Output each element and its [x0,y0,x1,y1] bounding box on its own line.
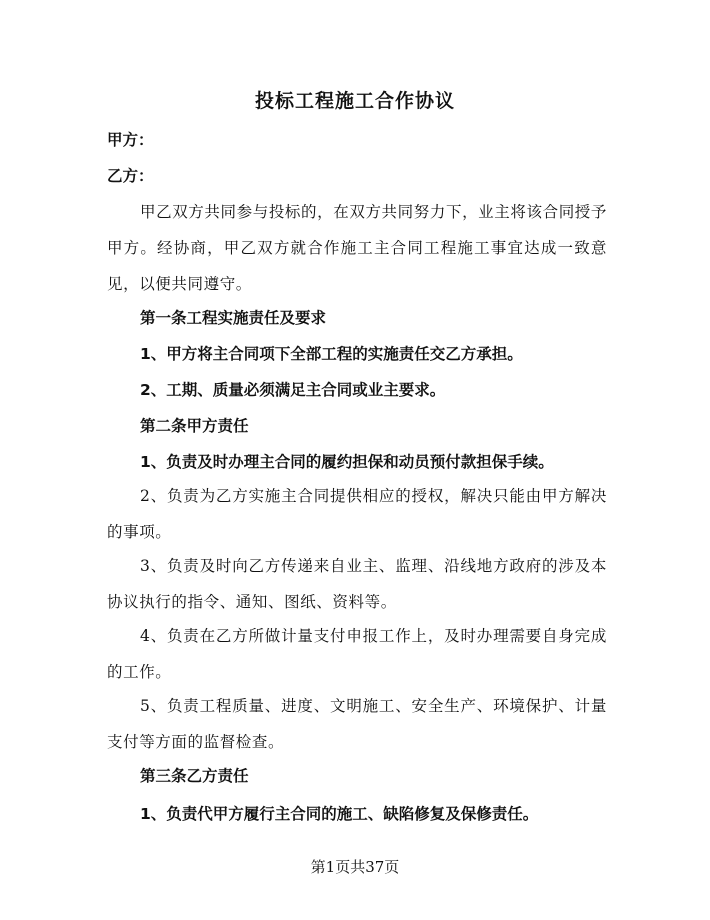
article2-item: 5、负责工程质量、进度、文明施工、安全生产、环境保护、计量支付等方面的监督检查。 [107,697,607,751]
article2-heading: 第二条甲方责任 [140,417,249,435]
article2-item: 4、负责在乙方所做计量支付申报工作上，及时办理需要自身完成的工作。 [107,627,607,681]
party-b-label: 乙方： [107,167,154,185]
article2-item: 2、负责为乙方实施主合同提供相应的授权，解决只能由甲方解决的事项。 [107,487,607,541]
article3-heading: 第三条乙方责任 [140,767,249,785]
intro-paragraph: 甲乙双方共同参与投标的，在双方共同努力下，业主将该合同授予甲方。经协商，甲乙双方就合作施工主合同工程施工事宜达成一致意见，以便共同遵守。 [107,203,607,293]
document-title: 投标工程施工合作协议 [254,90,455,112]
article2-item: 3、负责及时向乙方传递来自业主、监理、沿线地方政府的涉及本协议执行的指令、通知、图纸、资料等。 [107,557,607,611]
party-a-label: 甲方： [107,131,154,149]
article1-item: 2、工期、质量必须满足主合同或业主要求。 [140,381,446,399]
page-number-footer: 第1页共37页 [310,858,400,876]
article1-heading: 第一条工程实施责任及要求 [140,309,327,327]
article2-item: 1、负责及时办理主合同的履约担保和动员预付款担保手续。 [140,453,554,471]
article1-item: 1、甲方将主合同项下全部工程的实施责任交乙方承担。 [140,345,523,363]
article3-item: 1、负责代甲方履行主合同的施工、缺陷修复及保修责任。 [140,805,539,823]
